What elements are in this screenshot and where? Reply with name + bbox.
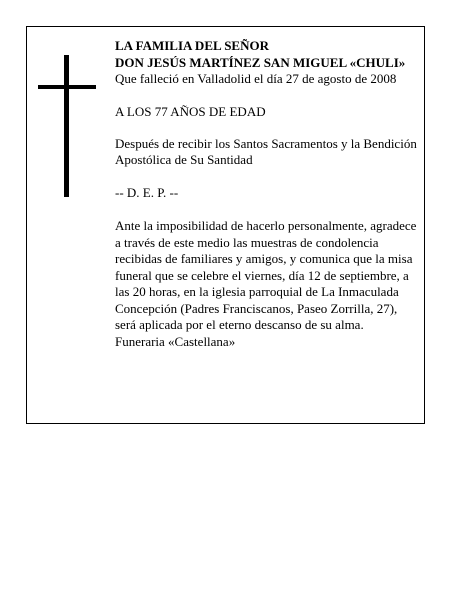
death-date-line: Que falleció en Valladolid el día 27 de agosto de 2008 xyxy=(115,71,397,86)
rip-line: -- D. E. P. -- xyxy=(115,185,179,200)
cross-vertical-bar xyxy=(64,55,69,197)
family-heading: LA FAMILIA DEL SEÑOR xyxy=(115,38,269,53)
sacraments-paragraph: Después de recibir los Santos Sacramentos y la Bendición Apostólica de Su Santidad xyxy=(115,135,417,167)
age-line: A LOS 77 AÑOS DE EDAD xyxy=(115,104,266,119)
funeral-home: Funeraria «Castellana» xyxy=(115,333,236,349)
notice-text xyxy=(115,38,420,350)
funeral-paragraph: Ante la imposibilidad de hacerlo personalmente, agradece a través de este medio las muestras de condolencia recibidas de familiares y amigos, y comunica que la misa funeral que se celebre el viernes, día 12 de septiembre, a las 20 horas, en la iglesia parroquial de La Inmaculada Concepción (Padres Franciscanos, Paseo Zorrilla, 27), será aplicada por el eterno descanso de su alma. xyxy=(115,218,417,332)
cross-horizontal-bar xyxy=(38,85,96,89)
deceased-name: DON JESÚS MARTÍNEZ SAN MIGUEL «CHULI» xyxy=(115,54,406,70)
